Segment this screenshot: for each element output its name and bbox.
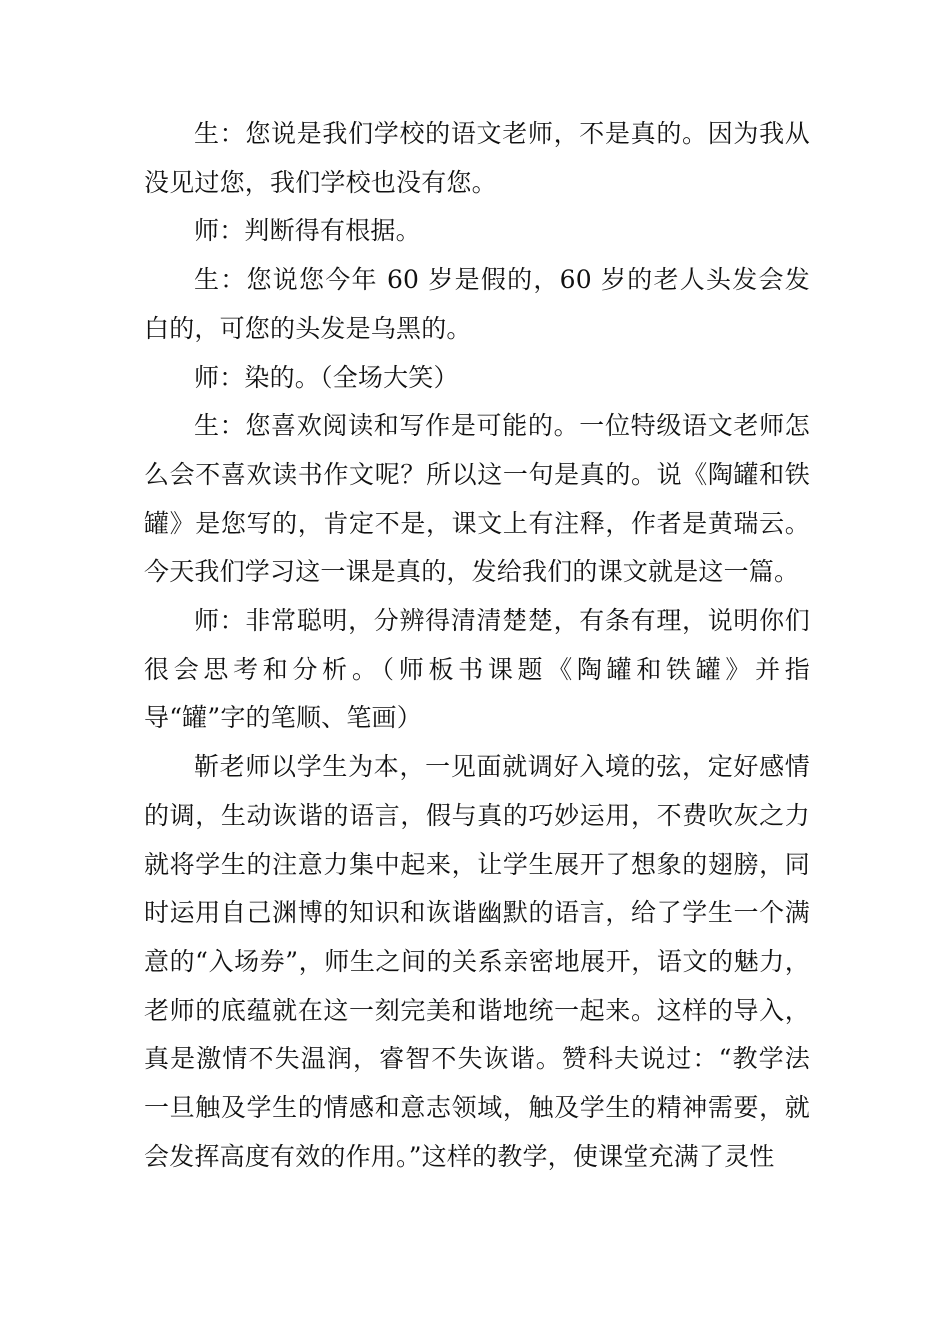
paragraph-student-reading: 生：您喜欢阅读和写作是可能的。一位特级语文老师怎么会不喜欢读书作文呢？所以这一句是真的。说《陶罐和铁罐》是您写的，肯定不是，课文上有注释，作者是黄瑞云。今天我们学习这一课是真的，发给我们的课文就是这一篇。 [144,411,810,587]
document-body [144,110,810,1181]
paragraph-teacher-dyed: 师：染的。（全场大笑） [194,362,459,392]
paragraph-student-age: 生：您说您今年 60 岁是假的，60 岁的老人头发会发白的，可您的头发是乌黑的。 [144,265,810,343]
paragraph-student-teacher-identity: 生：您说是我们学校的语文老师，不是真的。因为我从没见过您，我们学校也没有您。 [144,119,810,197]
paragraph-teacher-judgement: 师：判断得有根据。 [194,216,421,246]
paragraph-commentary: 靳老师以学生为本，一见面就调好入境的弦，定好感情的调，生动诙谐的语言，假与真的巧妙运用，不费吹灰之力就将学生的注意力集中起来，让学生展开了想象的翅膀，同时运用自己渊博的知识和诙谐幽默的语言，给了学生一个满意的“入场券”，师生之间的关系亲密地展开，语文的魅力，老师的底蕴就在这一刻完美和谐地统一起来。这样的导入，真是激情不失温润，睿智不失诙谐。赞科夫说过：“教学法一旦触及学生的情感和意志领域，触及学生的精神需要，就会发挥高度有效的作用。”这样的教学，使课堂充满了灵性 [144,752,810,1171]
paragraph-teacher-praise: 师：非常聪明，分辨得清清楚楚，有条有理，说明你们很会思考和分析。（师板书课题《陶罐和铁罐》并指导“罐”字的笔顺、笔画） [144,606,810,733]
